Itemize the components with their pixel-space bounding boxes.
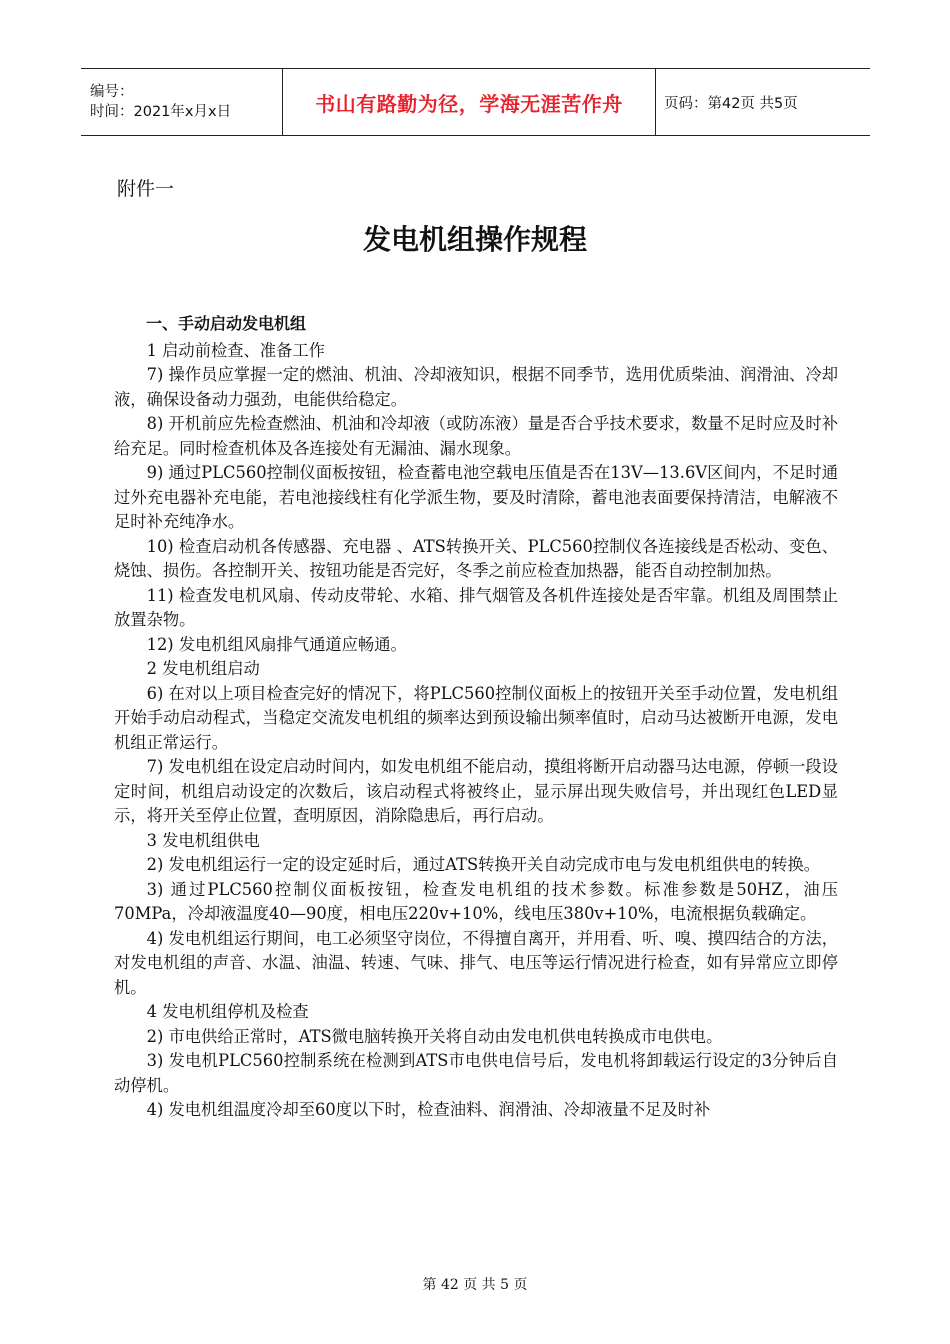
paragraph: 10) 检查启动机各传感器、充电器 、ATS转换开关、PLC560控制仪各连接线是否松动、变色、烧蚀、损伤。各控制开关、按钮功能是否完好，冬季之前应检查加热器，能否自动控制加热。 [114,536,838,580]
page-info: 页码：第42页 共5页 [664,95,798,112]
header-left-cell [81,69,282,135]
document-title: 发电机组操作规程 [362,223,587,256]
paragraph: 6) 在对以上项目检查完好的情况下，将PLC560控制仪面板上的按钮开关至手动位置，发电机组开始手动启动程式，当稳定交流发电机组的频率达到预设输出频率值时，启动马达被断开电源，发电机组正常运行。 [114,683,838,752]
paragraph: 8) 开机前应先检查燃油、机油和冷却液（或防冻液）量是否合乎技术要求，数量不足时应及时补给充足。同时检查机体及各连接处有无漏油、漏水现象。 [114,414,838,458]
annex-label: 附件一 [117,178,175,200]
paragraph: 3 发电机组供电 [146,830,260,850]
paragraph: 1 启动前检查、准备工作 [146,340,325,360]
header-page-cell [656,69,870,135]
paragraph: 4) 发电机组温度冷却至60度以下时，检查油料、润滑油、冷却液量不足及时补 [146,1100,711,1119]
page-footer: 第 42 页 共 5 页 [422,1277,528,1293]
header-motto-cell [282,69,656,135]
motto-text: 书山有路勤为径，学海无涯苦作舟 [315,91,623,116]
paragraph: 9) 通过PLC560控制仪面板按钮，检查蓄电池空载电压值是否在13V—13.6V区间内，不足时通过外充电器补充电能，若电池接线柱有化学派生物，要及时清除，蓄电池表面要保持清洁，电解液不足时补充纯净水。 [114,463,838,531]
number-label: 编号： [90,84,134,100]
paragraph: 2) 发电机组运行一定的设定延时后，通过ATS转换开关自动完成市电与发电机组供电的转换。 [146,855,821,874]
paragraph: 7) 发电机组在设定启动时间内，如发电机组不能启动，摸组将断开启动器马达电源，停顿一段设定时间，机组启动设定的次数后，该启动程式将被终止，显示屏出现失败信号，并出现红色LED显示，将开关至停止位置，查明原因，消除隐患后，再行启动。 [114,757,838,825]
paragraph: 3) 通过PLC560控制仪面板按钮，检查发电机组的技术参数。标准参数是50HZ，油压70MPa，冷却液温度40—90度，相电压220v+10%，线电压380v+10%，电流根据负载确定。 [114,879,838,923]
paragraph: 12) 发电机组风扇排气通道应畅通。 [146,634,407,654]
header-table [81,68,870,136]
section-heading: 一、手动启动发电机组 [146,314,307,333]
paragraph: 2 发电机组启动 [146,659,260,678]
paragraph: 4) 发电机组运行期间，电工必须坚守岗位，不得擅自离开，并用看、听、嗅、摸四结合的方法，对发电机组的声音、水温、油温、转速、气味、排气、电压等运行情况进行检查，如有异常应立即停机。 [114,928,838,997]
paragraph: 2) 市电供给正常时，ATS微电脑转换开关将自动由发电机供电转换成市电供电。 [146,1026,723,1046]
paragraph: 11) 检查发电机风扇、传动皮带轮、水箱、排气烟管及各机件连接处是否牢靠。机组及周围禁止放置杂物。 [114,585,838,629]
date-label: 时间：2021年x月x日 [90,104,232,120]
paragraph: 7) 操作员应掌握一定的燃油、机油、冷却液知识，根据不同季节，选用优质柴油、润滑油、冷却液，确保设备动力强劲，电能供给稳定。 [114,365,838,409]
document-body [114,312,838,1123]
paragraph: 4 发电机组停机及检查 [146,1002,309,1021]
paragraph: 3) 发电机PLC560控制系统在检测到ATS市电供电信号后，发电机将卸载运行设定的3分钟后自动停机。 [114,1051,838,1095]
